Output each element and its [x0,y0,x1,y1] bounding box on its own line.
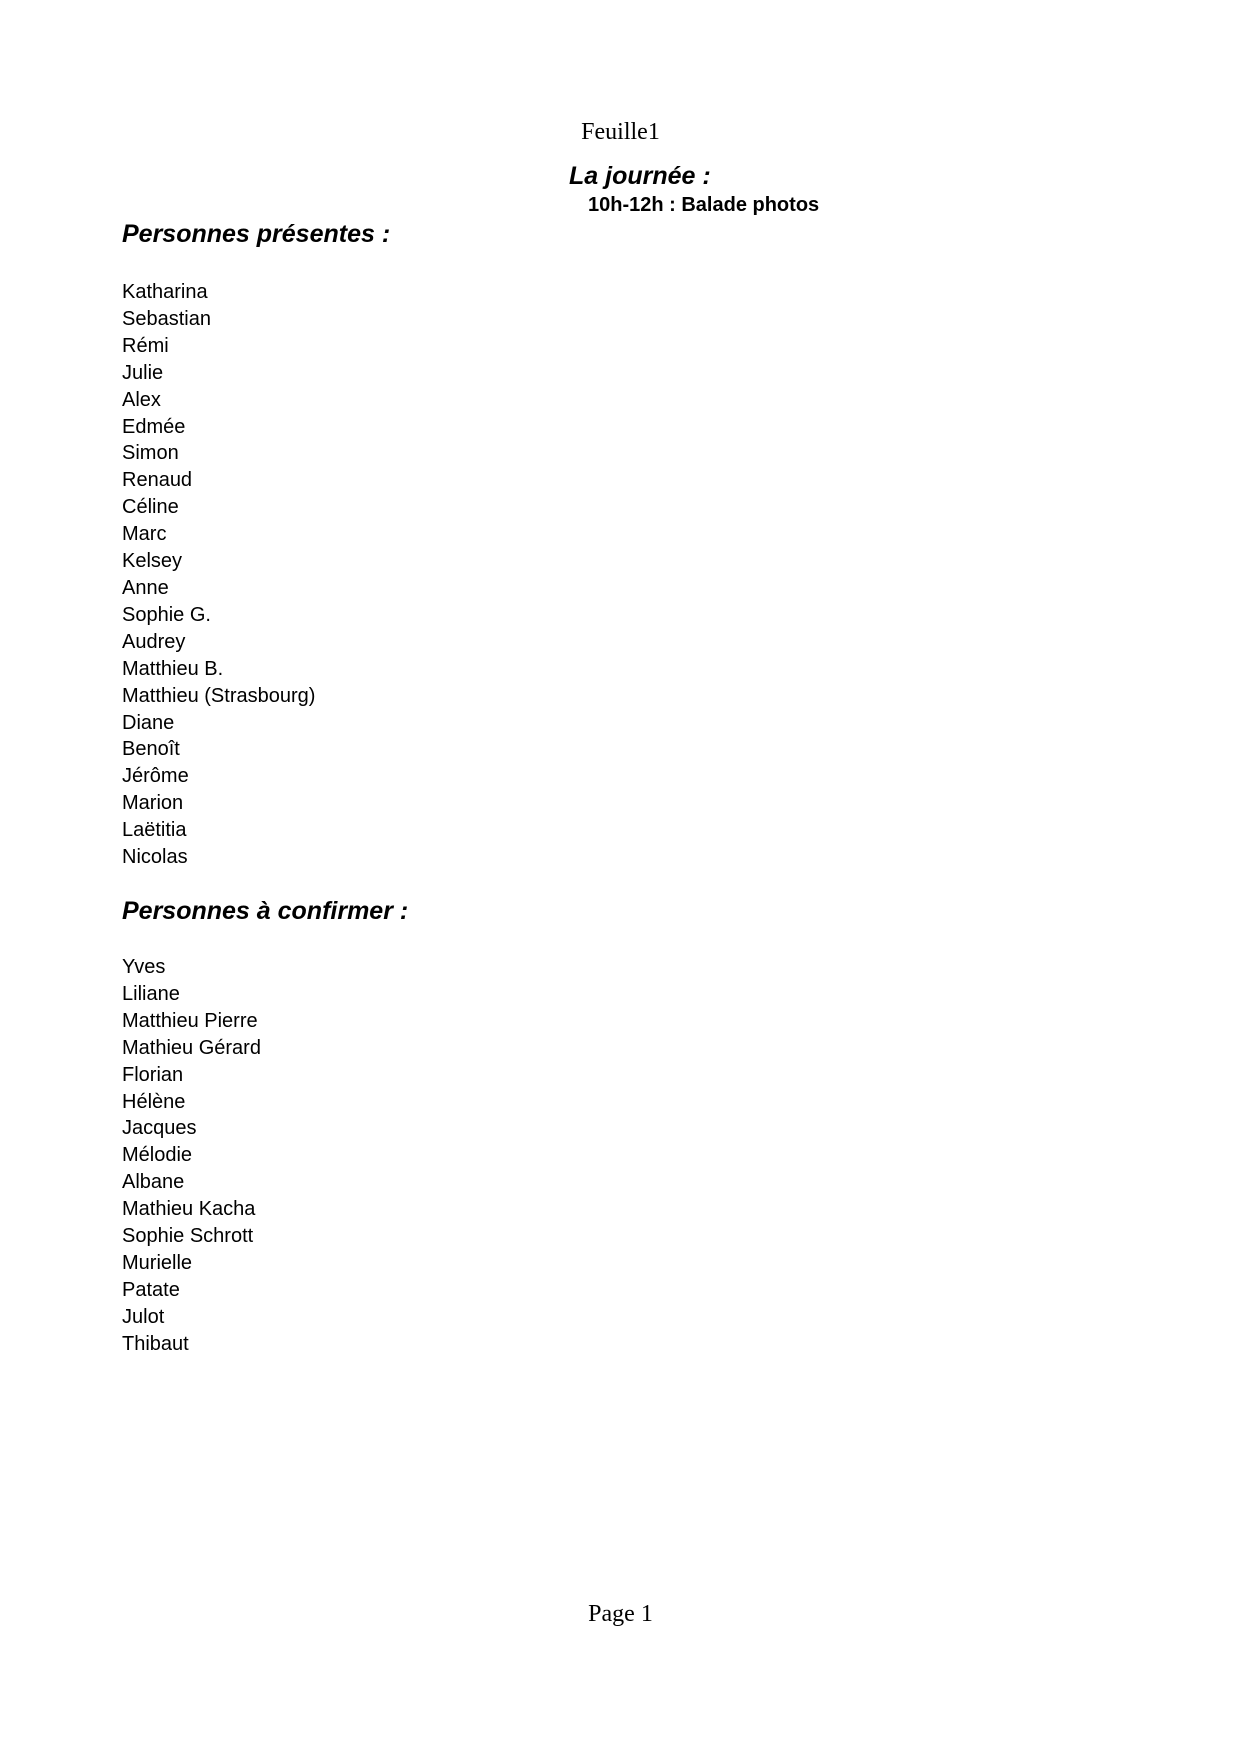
list-item: Katharina [122,281,208,303]
list-item: Laëtitia [122,819,187,842]
list-item: Julie [122,361,164,384]
list-item: Yves [122,956,166,978]
present-heading: Personnes présentes : [122,220,391,248]
list-item: Mathieu Gérard [122,1036,261,1059]
to-confirm-heading: Personnes à confirmer : [122,897,409,925]
list-item: Marc [122,523,167,546]
list-item: Patate [122,1278,180,1301]
list-item: Edmée [122,415,186,438]
list-item: Matthieu (Strasbourg) [122,684,316,707]
list-item: Sophie G. [122,603,211,626]
list-item: Alex [122,388,161,411]
sheet-title: Feuille1 [581,119,660,145]
list-item: Jacques [122,1117,197,1140]
list-item: Anne [122,576,169,599]
page-number: Page 1 [588,1601,653,1627]
present-list [122,279,315,871]
list-item: Sophie Schrott [122,1225,254,1248]
list-item: Céline [122,496,179,519]
list-item: Julot [122,1305,165,1328]
list-item: Diane [122,711,175,734]
list-item: Sebastian [122,307,211,330]
schedule-item: 10h-12h : Balade photos [588,194,820,216]
list-item: Kelsey [122,550,183,573]
list-item: Hélène [122,1090,186,1113]
list-item: Liliane [122,982,180,1005]
list-item: Simon [122,442,179,465]
list-item: Audrey [122,630,186,653]
list-item: Benoît [122,738,180,761]
list-item: Florian [122,1063,184,1086]
list-item: Mélodie [122,1144,193,1167]
list-item: Jérôme [122,765,189,788]
list-item: Marion [122,792,184,815]
list-item: Renaud [122,469,193,492]
list-item: Matthieu Pierre [122,1009,258,1032]
list-item: Rémi [122,334,169,357]
schedule-heading: La journée : [569,162,711,190]
list-item: Mathieu Kacha [122,1198,256,1221]
to-confirm-list [122,954,261,1358]
list-item: Matthieu B. [122,657,224,680]
list-item: Nicolas [122,846,188,869]
list-item: Thibaut [122,1332,189,1355]
list-item: Murielle [122,1251,193,1274]
list-item: Albane [122,1171,185,1194]
